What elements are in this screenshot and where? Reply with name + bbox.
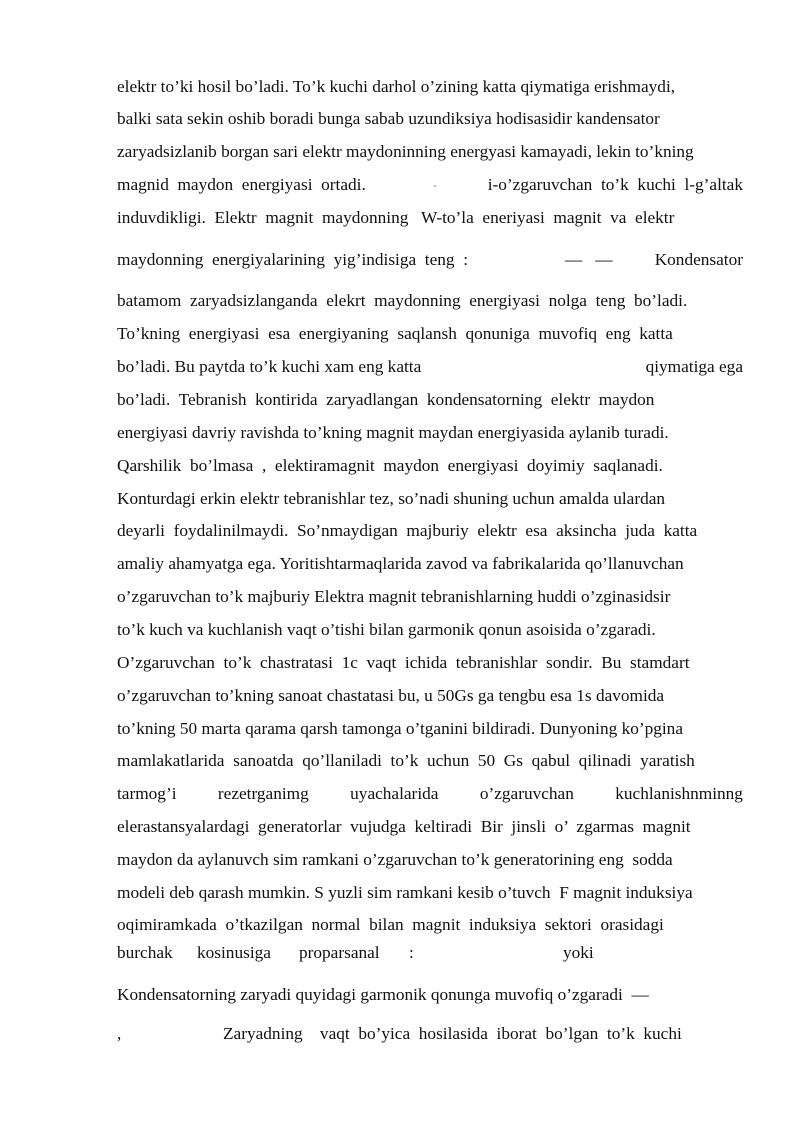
- text-line: [117, 356, 743, 378]
- text-segment: magnid maydon energiyasi ortadi.: [117, 175, 366, 194]
- text-line: [117, 984, 743, 1006]
- text-line: [117, 207, 743, 229]
- text-segment: modeli deb qarash mumkin. S yuzli sim ramkani kesib o’tuvch F magnit induksiya: [117, 883, 693, 902]
- text-segment: Konturdagi erkin elektr tebranishlar tez, so’nadi shuning uchun amalda ulardan: [117, 489, 666, 508]
- text-line: [117, 323, 743, 345]
- text-line: [117, 422, 743, 444]
- text-line: [117, 249, 743, 271]
- text-segment: batamom zaryadsizlanganda elekrt maydonning energiyasi nolga teng bo’ladi.: [117, 291, 688, 310]
- text-segment: amaliy ahamyatga ega. Yoritishtarmaqlarida zavod va fabrikalarida qo’llanuvchan: [117, 554, 684, 573]
- text-line: [117, 718, 743, 740]
- text-segment: rezetrganimg: [217, 784, 309, 803]
- text-segment: bo’ladi. Bu paytda to’k kuchi xam eng katta: [117, 357, 422, 376]
- text-segment: oqimiramkada o’tkazilgan normal bilan magnit induksiya sektori orasidagi: [117, 915, 664, 934]
- text-segment: maydon da aylanuvch sim ramkani o’zgaruvchan to’k generatorining eng sodda: [117, 850, 673, 869]
- text-segment: induvdikligi. Elektr magnit maydonning W-to’la eneriyasi magnit va elektr: [117, 208, 675, 227]
- text-segment: To’kning energiyasi esa energiyaning saqlansh qonuniga muvofiq eng katta: [117, 324, 673, 343]
- text-segment: Zaryadning vaqt bo’yica hosilasida iborat bo’lgan to’k kuchi: [223, 1024, 682, 1043]
- text-segment: O’zgaruvchan to’k chastratasi 1c vaqt ichida tebranishlar sondir. Bu stamdart: [117, 653, 690, 672]
- text-line: [117, 76, 743, 98]
- text-line: [117, 652, 743, 674]
- text-segment: deyarli foydalinilmaydi. So’nmaydigan majburiy elektr esa aksincha juda katta: [117, 521, 698, 540]
- text-line: [117, 108, 743, 130]
- text-segment: bo’ladi. Tebranish kontirida zaryadlangan kondensatorning elektr maydon: [117, 390, 655, 409]
- text-segment: uyachalarida: [350, 784, 439, 803]
- formula-dash: -: [433, 178, 437, 192]
- text-segment: tarmog’i: [117, 784, 177, 803]
- text-line: [117, 488, 743, 510]
- text-segment: :: [409, 943, 414, 962]
- text-segment: o’zgaruvchan: [479, 784, 574, 803]
- text-segment: to’k kuch va kuchlanish vaqt o’tishi bilan garmonik qonun asoisida o’zgaradi.: [117, 620, 656, 639]
- text-line: [117, 914, 743, 936]
- text-segment: elerastansyalardagi generatorlar vujudga keltiradi Bir jinsli o’ zgarmas magnit: [117, 817, 691, 836]
- text-line: [117, 685, 743, 707]
- text-line: [117, 816, 743, 838]
- text-segment: qiymatiga ega: [645, 357, 743, 376]
- text-segment: proparsanal: [299, 943, 380, 962]
- text-line: [117, 141, 743, 163]
- text-segment: zaryadsizlanib borgan sari elektr maydoninning energyasi kamayadi, lekin to’kning: [117, 142, 694, 161]
- text-segment: i-o’zgaruvchan to’k kuchi l-g’altak: [487, 175, 743, 194]
- text-segment: Kondensatorning zaryadi quyidagi garmonik qonunga muvofiq o’zgaradi —: [117, 985, 649, 1004]
- text-line: [117, 849, 743, 871]
- text-line: [117, 750, 743, 772]
- text-segment: burchak: [117, 943, 173, 962]
- text-segment: energiyasi davriy ravishda to’kning magnit maydan energiyasida aylanib turadi.: [117, 423, 669, 442]
- text-segment: ,: [117, 1024, 122, 1043]
- text-line: [117, 619, 743, 641]
- text-segment: kosinusiga: [197, 943, 271, 962]
- text-segment: o’zgaruvchan to’kning sanoat chastatasi bu, u 50Gs ga tengbu esa 1s davomida: [117, 686, 665, 705]
- text-line: [117, 520, 743, 542]
- text-line: [117, 174, 743, 196]
- text-segment: balki sata sekin oshib boradi bunga sabab uzundiksiya hodisasidir kandensator: [117, 109, 660, 128]
- formula-fraction-bars: — —: [565, 250, 613, 269]
- text-segment: kuchlanishnminng: [615, 784, 743, 803]
- text-segment: o’zgaruvchan to’k majburiy Elektra magnit tebranishlarning huddi o’zginasidsir: [117, 587, 671, 606]
- text-line: [117, 783, 743, 805]
- text-segment: to’kning 50 marta qarama qarsh tamonga o’tganini bildiradi. Dunyoning ko’pgina: [117, 719, 683, 738]
- text-line: [117, 882, 743, 904]
- text-line: [117, 553, 743, 575]
- text-segment: maydonning energiyalarining yig’indisiga teng :: [117, 250, 468, 269]
- text-segment: yoki: [563, 943, 594, 962]
- text-line: [117, 290, 743, 312]
- text-segment: elektr to’ki hosil bo’ladi. To’k kuchi darhol o’zining katta qiymatiga erishmaydi,: [117, 77, 676, 96]
- text-line: [117, 389, 743, 411]
- text-segment: Qarshilik bo’lmasa , elektiramagnit maydon energiyasi doyimiy saqlanadi.: [117, 456, 663, 475]
- text-line: [117, 586, 743, 608]
- text-segment: Kondensator: [654, 250, 743, 269]
- text-segment: mamlakatlarida sanoatda qo’llaniladi to’k uchun 50 Gs qabul qilinadi yaratish: [117, 751, 695, 770]
- text-line: [117, 455, 743, 477]
